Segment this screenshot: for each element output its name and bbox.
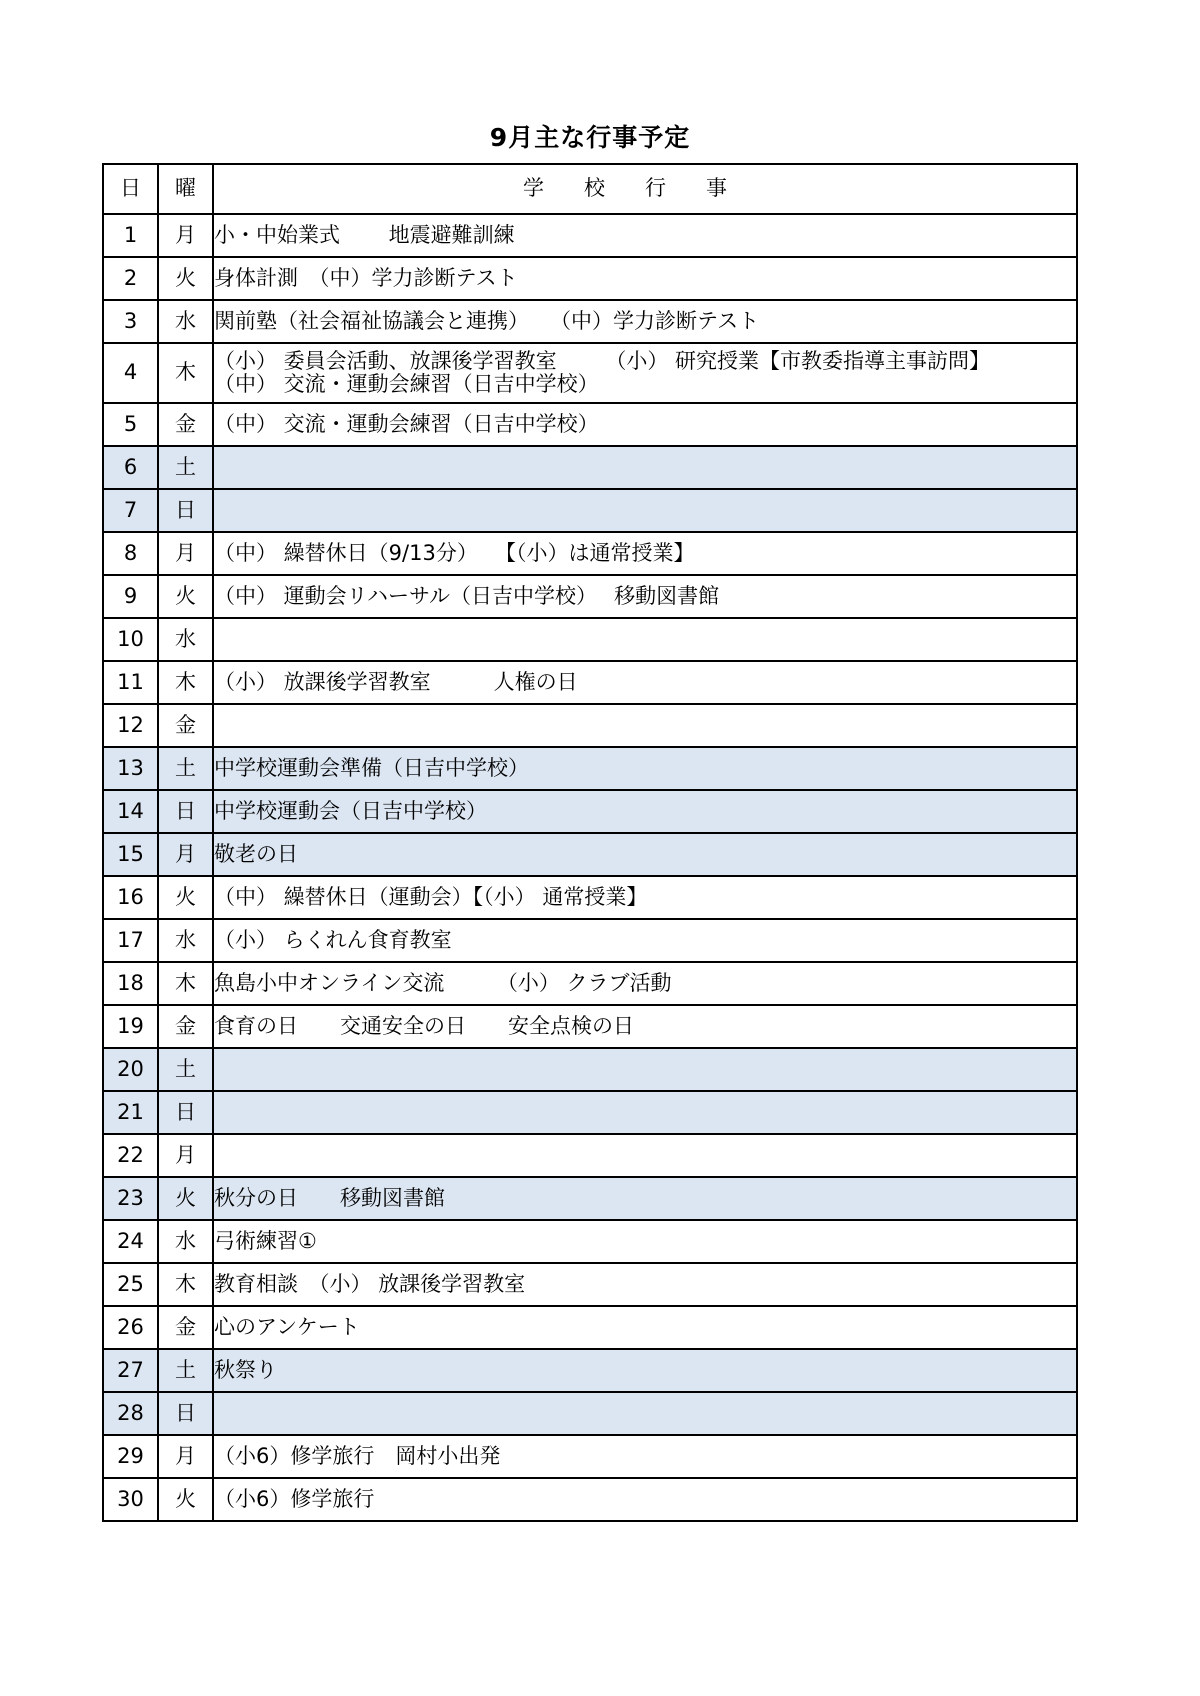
- weekday-cell: 水: [158, 919, 213, 962]
- weekday-cell: 金: [158, 403, 213, 446]
- weekday-cell: 木: [158, 661, 213, 704]
- weekday-cell: 月: [158, 532, 213, 575]
- event-text: （小6）修学旅行: [214, 1486, 375, 1511]
- day-cell: 22: [103, 1134, 158, 1177]
- table-row: [103, 1177, 1077, 1220]
- event-text: 小・中始業式 地震避難訓練: [214, 222, 515, 247]
- day-cell: 5: [103, 403, 158, 446]
- event-text: 弓術練習①: [214, 1228, 317, 1253]
- table-row: [103, 214, 1077, 257]
- table-row: [103, 1005, 1077, 1048]
- events-cell: [213, 919, 1077, 962]
- weekday-cell: 水: [158, 300, 213, 343]
- events-cell: [213, 257, 1077, 300]
- events-cell: [213, 446, 1077, 489]
- events-cell: [213, 300, 1077, 343]
- events-cell: [213, 962, 1077, 1005]
- event-text: 秋祭り: [214, 1357, 277, 1382]
- weekday-cell: 日: [158, 1392, 213, 1435]
- day-cell: 12: [103, 704, 158, 747]
- table-row: [103, 1349, 1077, 1392]
- table-row: [103, 1478, 1077, 1521]
- events-cell: [213, 790, 1077, 833]
- table-header-row: [103, 164, 1077, 214]
- header-events: 学校行事: [213, 164, 1077, 214]
- day-cell: 2: [103, 257, 158, 300]
- events-cell: [213, 1091, 1077, 1134]
- event-text: （中） 交流・運動会練習（日吉中学校）: [214, 411, 599, 436]
- table-row: [103, 790, 1077, 833]
- events-cell: [213, 575, 1077, 618]
- event-text: 秋分の日 移動図書館: [214, 1185, 445, 1210]
- weekday-cell: 木: [158, 1263, 213, 1306]
- day-cell: 1: [103, 214, 158, 257]
- events-cell: [213, 1220, 1077, 1263]
- event-text: （中） 運動会リハーサル（日吉中学校） 移動図書館: [214, 583, 720, 608]
- events-cell: [213, 1349, 1077, 1392]
- table-row: [103, 257, 1077, 300]
- weekday-cell: 月: [158, 1134, 213, 1177]
- weekday-cell: 火: [158, 1478, 213, 1521]
- event-text: 敬老の日: [214, 841, 298, 866]
- weekday-cell: 火: [158, 1177, 213, 1220]
- day-cell: 10: [103, 618, 158, 661]
- table-row: [103, 403, 1077, 446]
- table-row: [103, 1392, 1077, 1435]
- weekday-cell: 金: [158, 1306, 213, 1349]
- weekday-cell: 金: [158, 1005, 213, 1048]
- table-row: [103, 661, 1077, 704]
- events-cell: [213, 661, 1077, 704]
- events-cell: [213, 618, 1077, 661]
- table-row: [103, 1306, 1077, 1349]
- events-cell: [213, 1005, 1077, 1048]
- day-cell: 28: [103, 1392, 158, 1435]
- day-cell: 8: [103, 532, 158, 575]
- day-cell: 3: [103, 300, 158, 343]
- day-cell: 30: [103, 1478, 158, 1521]
- events-cell: [213, 876, 1077, 919]
- table-row: [103, 575, 1077, 618]
- table-row: [103, 1091, 1077, 1134]
- event-text: 魚島小中オンライン交流 （小） クラブ活動: [214, 970, 672, 995]
- table-row: [103, 489, 1077, 532]
- events-cell: [213, 1435, 1077, 1478]
- weekday-cell: 日: [158, 489, 213, 532]
- weekday-cell: 日: [158, 1091, 213, 1134]
- event-text: 関前塾（社会福祉協議会と連携） （中）学力診断テスト: [214, 308, 760, 333]
- weekday-cell: 水: [158, 618, 213, 661]
- event-text: （中） 繰替休日（9/13分） 【（小）は通常授業】: [214, 540, 695, 565]
- events-cell: [213, 1306, 1077, 1349]
- table-row: [103, 833, 1077, 876]
- day-cell: 19: [103, 1005, 158, 1048]
- table-row: [103, 919, 1077, 962]
- events-cell: [213, 403, 1077, 446]
- day-cell: 9: [103, 575, 158, 618]
- day-cell: 26: [103, 1306, 158, 1349]
- day-cell: 4: [103, 343, 158, 403]
- events-cell: [213, 1177, 1077, 1220]
- weekday-cell: 日: [158, 790, 213, 833]
- weekday-cell: 木: [158, 343, 213, 403]
- event-text: （小） 放課後学習教室 人権の日: [214, 669, 578, 694]
- day-cell: 13: [103, 747, 158, 790]
- events-cell: [213, 1134, 1077, 1177]
- table-row: [103, 1263, 1077, 1306]
- events-cell: [213, 532, 1077, 575]
- weekday-cell: 火: [158, 876, 213, 919]
- table-row: [103, 704, 1077, 747]
- events-cell: [213, 1478, 1077, 1521]
- event-text: （中） 繰替休日（運動会）【（小） 通常授業】: [214, 884, 648, 909]
- events-cell: [213, 1392, 1077, 1435]
- weekday-cell: 金: [158, 704, 213, 747]
- header-weekday: 曜: [158, 164, 213, 214]
- events-cell: [213, 343, 1077, 403]
- event-text: 食育の日 交通安全の日 安全点検の日: [214, 1013, 634, 1038]
- weekday-cell: 土: [158, 1349, 213, 1392]
- weekday-cell: 月: [158, 833, 213, 876]
- events-cell: [213, 704, 1077, 747]
- event-text: （小） らくれん食育教室: [214, 927, 452, 952]
- event-text: 中学校運動会準備（日吉中学校）: [214, 755, 529, 780]
- table-row: [103, 747, 1077, 790]
- day-cell: 21: [103, 1091, 158, 1134]
- table-row: [103, 1220, 1077, 1263]
- day-cell: 17: [103, 919, 158, 962]
- event-text: 心のアンケート: [214, 1314, 360, 1339]
- events-cell: [213, 833, 1077, 876]
- weekday-cell: 土: [158, 1048, 213, 1091]
- table-row: [103, 532, 1077, 575]
- weekday-cell: 火: [158, 575, 213, 618]
- event-text: 中学校運動会（日吉中学校）: [214, 798, 487, 823]
- table-row: [103, 618, 1077, 661]
- day-cell: 11: [103, 661, 158, 704]
- table-row: [103, 446, 1077, 489]
- day-cell: 25: [103, 1263, 158, 1306]
- table-row: [103, 1435, 1077, 1478]
- events-cell: [213, 1048, 1077, 1091]
- day-cell: 7: [103, 489, 158, 532]
- weekday-cell: 月: [158, 214, 213, 257]
- day-cell: 23: [103, 1177, 158, 1220]
- day-cell: 6: [103, 446, 158, 489]
- weekday-cell: 月: [158, 1435, 213, 1478]
- event-text: （中） 交流・運動会練習（日吉中学校）: [214, 372, 599, 396]
- table-row: [103, 962, 1077, 1005]
- table-row: [103, 343, 1077, 403]
- events-cell: [213, 1263, 1077, 1306]
- day-cell: 29: [103, 1435, 158, 1478]
- table-row: [103, 1134, 1077, 1177]
- weekday-cell: 水: [158, 1220, 213, 1263]
- day-cell: 14: [103, 790, 158, 833]
- day-cell: 27: [103, 1349, 158, 1392]
- schedule-table: [102, 163, 1078, 1522]
- events-cell: [213, 214, 1077, 257]
- page-title: 9月主な行事予定: [489, 123, 691, 152]
- day-cell: 20: [103, 1048, 158, 1091]
- events-cell: [213, 747, 1077, 790]
- weekday-cell: 土: [158, 747, 213, 790]
- event-text: （小） 委員会活動、放課後学習教室 （小） 研究授業【市教委指導主事訪問】: [214, 348, 991, 373]
- day-cell: 18: [103, 962, 158, 1005]
- event-text: （小6）修学旅行 岡村小出発: [214, 1443, 501, 1468]
- weekday-cell: 火: [158, 257, 213, 300]
- day-cell: 15: [103, 833, 158, 876]
- day-cell: 16: [103, 876, 158, 919]
- schedule-body: [103, 214, 1077, 1521]
- day-cell: 24: [103, 1220, 158, 1263]
- events-cell: [213, 489, 1077, 532]
- weekday-cell: 土: [158, 446, 213, 489]
- event-text: 教育相談 （小） 放課後学習教室: [214, 1271, 526, 1296]
- event-text: 身体計測 （中）学力診断テスト: [214, 265, 518, 290]
- weekday-cell: 木: [158, 962, 213, 1005]
- table-row: [103, 1048, 1077, 1091]
- table-row: [103, 300, 1077, 343]
- header-day: 日: [103, 164, 158, 214]
- table-row: [103, 876, 1077, 919]
